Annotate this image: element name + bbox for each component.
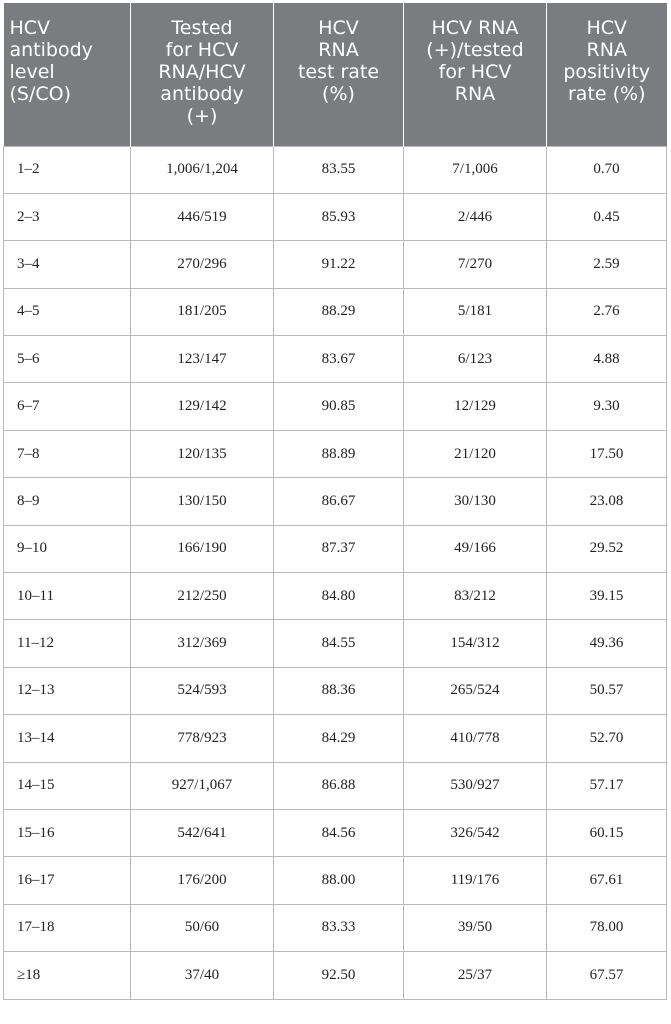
- cell-col-tested-ratio: 212/250: [131, 573, 274, 620]
- header-line: for HCV: [438, 61, 512, 83]
- cell-col-positive-ratio: 12/129: [404, 383, 547, 430]
- table-row: [4, 620, 667, 667]
- cell-col-tested-ratio: 130/150: [131, 478, 274, 525]
- header-col-positivity-rate: [547, 3, 667, 146]
- cell-col-positive-ratio: 5/181: [404, 288, 547, 335]
- cell-col-positive-ratio: 119/176: [404, 857, 547, 904]
- cell-col-positivity-rate: 29.52: [547, 525, 667, 572]
- cell-col-antibody-level: ≥18: [4, 952, 131, 999]
- header-line: test rate: [297, 61, 380, 83]
- cell-col-positivity-rate: 52.70: [547, 715, 667, 762]
- cell-col-tested-ratio: 524/593: [131, 667, 274, 714]
- table-body: [4, 146, 667, 999]
- cell-col-positivity-rate: 0.70: [547, 146, 667, 193]
- header-col-tested-ratio: [131, 3, 274, 146]
- cell-col-positive-ratio: 6/123: [404, 336, 547, 383]
- cell-col-positive-ratio: 25/37: [404, 952, 547, 999]
- cell-col-tested-ratio: 778/923: [131, 715, 274, 762]
- header-line: (S/CO): [9, 83, 72, 105]
- cell-col-tested-ratio: 120/135: [131, 430, 274, 477]
- cell-col-test-rate: 86.67: [274, 478, 404, 525]
- cell-col-antibody-level: 5–6: [4, 336, 131, 383]
- table-header: [4, 3, 667, 146]
- header-line: antibody: [160, 83, 244, 105]
- cell-col-test-rate: 90.85: [274, 383, 404, 430]
- table-row: [4, 904, 667, 951]
- header-line: (+)/tested: [426, 39, 524, 61]
- cell-col-positivity-rate: 39.15: [547, 573, 667, 620]
- header-col-antibody-level: [4, 3, 131, 146]
- header-col-positive-ratio: [404, 3, 547, 146]
- cell-col-antibody-level: 2–3: [4, 193, 131, 240]
- cell-col-antibody-level: 16–17: [4, 857, 131, 904]
- cell-col-tested-ratio: 312/369: [131, 620, 274, 667]
- header-line: RNA: [586, 39, 627, 61]
- cell-col-test-rate: 92.50: [274, 952, 404, 999]
- cell-col-test-rate: 83.67: [274, 336, 404, 383]
- header-line: RNA: [454, 83, 496, 105]
- cell-col-test-rate: 84.80: [274, 573, 404, 620]
- table-row: [4, 809, 667, 856]
- cell-col-positive-ratio: 530/927: [404, 762, 547, 809]
- header-line: RNA: [318, 39, 359, 61]
- header-line: antibody: [9, 39, 93, 61]
- header-line: rate (%): [567, 83, 646, 105]
- cell-col-antibody-level: 14–15: [4, 762, 131, 809]
- cell-col-tested-ratio: 176/200: [131, 857, 274, 904]
- cell-col-tested-ratio: 270/296: [131, 241, 274, 288]
- cell-col-tested-ratio: 1,006/1,204: [131, 146, 274, 193]
- cell-col-test-rate: 83.55: [274, 146, 404, 193]
- table-row: [4, 478, 667, 525]
- cell-col-positivity-rate: 17.50: [547, 430, 667, 477]
- cell-col-test-rate: 91.22: [274, 241, 404, 288]
- header-line: level: [9, 61, 55, 83]
- cell-col-tested-ratio: 446/519: [131, 193, 274, 240]
- cell-col-test-rate: 84.55: [274, 620, 404, 667]
- header-line: (+): [186, 105, 218, 127]
- cell-col-antibody-level: 10–11: [4, 573, 131, 620]
- cell-col-antibody-level: 11–12: [4, 620, 131, 667]
- cell-col-test-rate: 85.93: [274, 193, 404, 240]
- header-line: for HCV: [165, 39, 239, 61]
- cell-col-positivity-rate: 60.15: [547, 809, 667, 856]
- cell-col-test-rate: 86.88: [274, 762, 404, 809]
- table-row: [4, 241, 667, 288]
- cell-col-tested-ratio: 129/142: [131, 383, 274, 430]
- table-row: [4, 146, 667, 193]
- cell-col-tested-ratio: 123/147: [131, 336, 274, 383]
- cell-col-positivity-rate: 50.57: [547, 667, 667, 714]
- hcv-table: [3, 3, 667, 1000]
- cell-col-tested-ratio: 542/641: [131, 809, 274, 856]
- table-row: [4, 952, 667, 999]
- cell-col-antibody-level: 12–13: [4, 667, 131, 714]
- table-row: [4, 573, 667, 620]
- cell-col-tested-ratio: 181/205: [131, 288, 274, 335]
- header-line: RNA/HCV: [158, 61, 246, 83]
- cell-col-test-rate: 84.29: [274, 715, 404, 762]
- cell-col-antibody-level: 13–14: [4, 715, 131, 762]
- cell-col-positivity-rate: 0.45: [547, 193, 667, 240]
- table-row: [4, 715, 667, 762]
- cell-col-positivity-rate: 2.59: [547, 241, 667, 288]
- cell-col-positivity-rate: 9.30: [547, 383, 667, 430]
- cell-col-test-rate: 84.56: [274, 809, 404, 856]
- cell-col-antibody-level: 17–18: [4, 904, 131, 951]
- cell-col-positive-ratio: 326/542: [404, 809, 547, 856]
- header-line: HCV: [9, 17, 51, 39]
- table-row: [4, 430, 667, 477]
- cell-col-positivity-rate: 78.00: [547, 904, 667, 951]
- cell-col-positive-ratio: 39/50: [404, 904, 547, 951]
- table-row: [4, 525, 667, 572]
- cell-col-test-rate: 88.36: [274, 667, 404, 714]
- cell-col-test-rate: 87.37: [274, 525, 404, 572]
- cell-col-positivity-rate: 49.36: [547, 620, 667, 667]
- table-row: [4, 857, 667, 904]
- cell-col-antibody-level: 3–4: [4, 241, 131, 288]
- cell-col-test-rate: 88.89: [274, 430, 404, 477]
- cell-col-antibody-level: 4–5: [4, 288, 131, 335]
- cell-col-positivity-rate: 4.88: [547, 336, 667, 383]
- header-line: Tested: [171, 17, 233, 39]
- cell-col-positive-ratio: 265/524: [404, 667, 547, 714]
- cell-col-tested-ratio: 50/60: [131, 904, 274, 951]
- header-row: [4, 3, 667, 146]
- cell-col-positive-ratio: 83/212: [404, 573, 547, 620]
- cell-col-antibody-level: 15–16: [4, 809, 131, 856]
- table-row: [4, 383, 667, 430]
- table-row: [4, 336, 667, 383]
- cell-col-test-rate: 88.29: [274, 288, 404, 335]
- header-line: (%): [322, 83, 355, 105]
- table-row: [4, 193, 667, 240]
- header-line: HCV RNA: [431, 17, 519, 39]
- cell-col-antibody-level: 6–7: [4, 383, 131, 430]
- table-row: [4, 288, 667, 335]
- header-line: positivity: [563, 61, 651, 83]
- table-row: [4, 762, 667, 809]
- cell-col-positivity-rate: 57.17: [547, 762, 667, 809]
- header-col-test-rate: [274, 3, 404, 146]
- cell-col-positivity-rate: 2.76: [547, 288, 667, 335]
- cell-col-test-rate: 83.33: [274, 904, 404, 951]
- cell-col-positive-ratio: 154/312: [404, 620, 547, 667]
- cell-col-antibody-level: 9–10: [4, 525, 131, 572]
- cell-col-positivity-rate: 67.61: [547, 857, 667, 904]
- header-line: HCV: [586, 17, 628, 39]
- cell-col-antibody-level: 7–8: [4, 430, 131, 477]
- table-row: [4, 667, 667, 714]
- cell-col-tested-ratio: 37/40: [131, 952, 274, 999]
- cell-col-positivity-rate: 67.57: [547, 952, 667, 999]
- cell-col-positive-ratio: 410/778: [404, 715, 547, 762]
- cell-col-positive-ratio: 7/1,006: [404, 146, 547, 193]
- cell-col-positivity-rate: 23.08: [547, 478, 667, 525]
- cell-col-antibody-level: 1–2: [4, 146, 131, 193]
- cell-col-tested-ratio: 166/190: [131, 525, 274, 572]
- cell-col-positive-ratio: 30/130: [404, 478, 547, 525]
- cell-col-tested-ratio: 927/1,067: [131, 762, 274, 809]
- cell-col-positive-ratio: 7/270: [404, 241, 547, 288]
- cell-col-test-rate: 88.00: [274, 857, 404, 904]
- cell-col-positive-ratio: 49/166: [404, 525, 547, 572]
- header-line: HCV: [318, 17, 359, 39]
- cell-col-antibody-level: 8–9: [4, 478, 131, 525]
- cell-col-positive-ratio: 21/120: [404, 430, 547, 477]
- cell-col-positive-ratio: 2/446: [404, 193, 547, 240]
